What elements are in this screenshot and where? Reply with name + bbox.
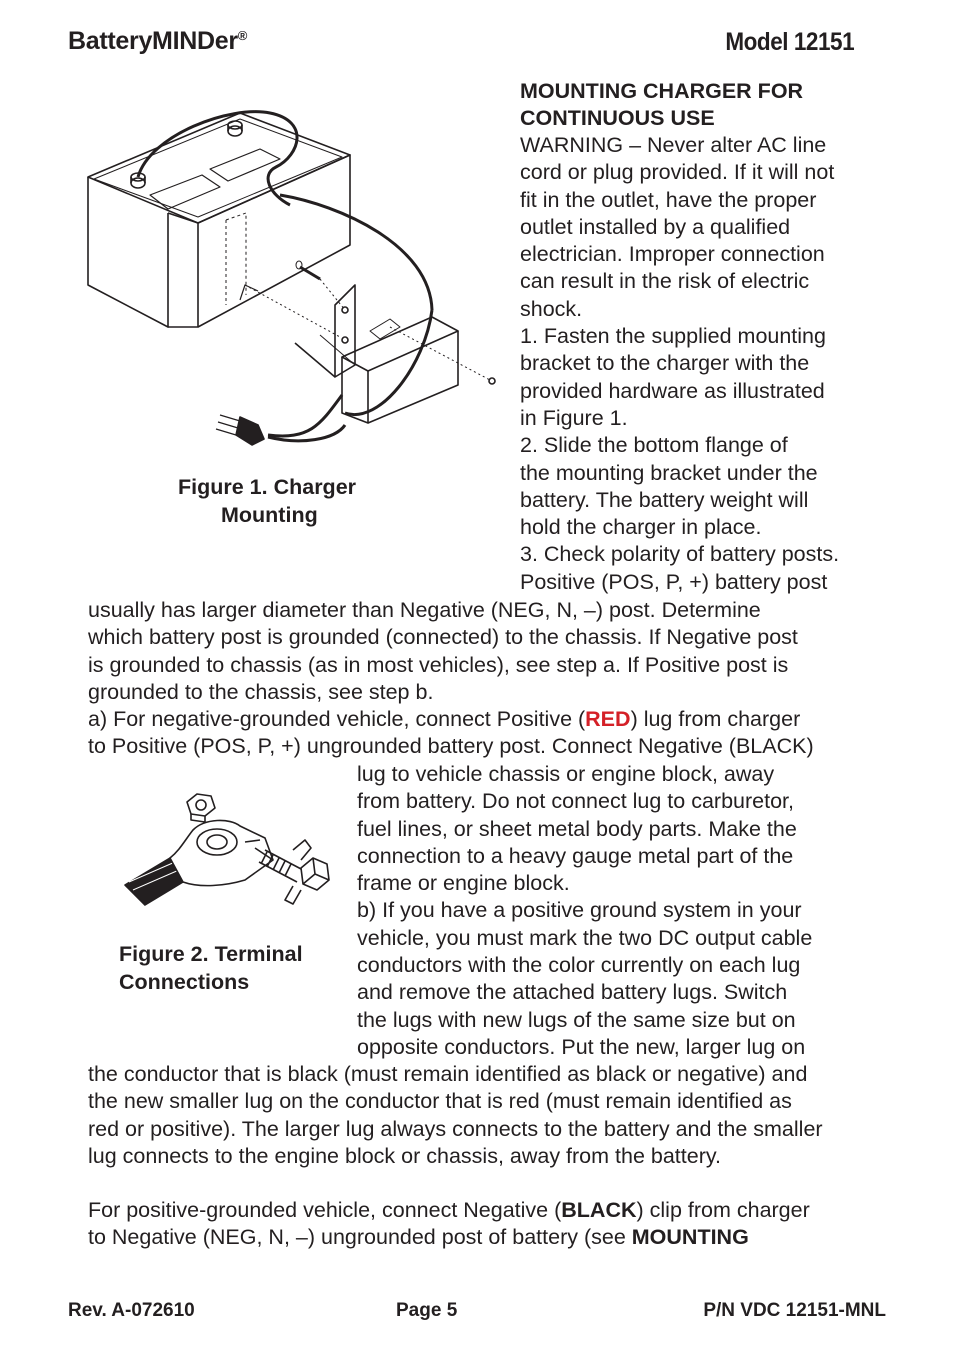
text-line: 2. Slide the bottom flange of [520, 433, 788, 458]
text-line: the mounting bracket under the [520, 460, 818, 485]
text-line: conductors with the color currently on each lug [357, 953, 801, 978]
figure2-illustration [125, 790, 335, 910]
model-number: Model 12151 [725, 28, 854, 56]
footer-part-number: P/N VDC 12151-MNL [703, 1300, 886, 1321]
text-line: bracket to the charger with the [520, 351, 810, 376]
text-line: the conductor that is black (must remain identified as black or negative) and [88, 1062, 808, 1086]
full-width-text-2 [88, 1061, 823, 1170]
text-line: WARNING – Never alter AC line [520, 133, 827, 157]
step-a-line: a) For negative-grounded vehicle, connect Positive (RED) lug from charger [88, 707, 801, 732]
text-line: usually has larger diameter than Negative (NEG, N, –) post. Determine [88, 598, 761, 622]
text-line: 3. Check polarity of battery posts. [520, 542, 840, 567]
text-line: shock. [520, 296, 583, 321]
text-line: b) If you have a positive ground system in your [357, 898, 802, 923]
text-line: cord or plug provided. If it will not [520, 160, 835, 185]
text-line: to Negative (NEG, N, –) ungrounded post of battery (see MOUNTING [88, 1225, 749, 1250]
text-line: electrician. Improper connection [520, 242, 825, 267]
brand-logo: BatteryMINDer® [68, 27, 248, 55]
text-line: opposite conductors. Put the new, larger lug on [357, 1034, 806, 1059]
final-paragraph [88, 1197, 810, 1252]
black-keyword: BLACK [561, 1198, 637, 1222]
text-line: grounded to the chassis, see step b. [88, 679, 434, 704]
text-line: battery. The battery weight will [520, 487, 809, 512]
text-line: lug connects to the engine block or chassis, away from the battery. [88, 1143, 721, 1168]
text-line: 1. Fasten the supplied mounting [520, 324, 826, 349]
text-line: connection to a heavy gauge metal part of the [357, 843, 794, 868]
text-line: vehicle, you must mark the two DC output cable [357, 925, 813, 950]
text-line: the lugs with new lugs of the same size but on [357, 1007, 796, 1032]
text-line: lug to vehicle chassis or engine block, away [357, 762, 775, 786]
figure2-caption: Figure 2. Terminal Connections [119, 942, 303, 994]
footer-page-number: Page 5 [396, 1300, 458, 1321]
figure1-illustration [80, 95, 510, 455]
text-line: provided hardware as illustrated [520, 378, 825, 403]
text-line: is grounded to chassis (as in most vehicles), see step a. If Positive post is [88, 652, 789, 677]
text-line: hold the charger in place. [520, 515, 762, 540]
mounting-keyword: MOUNTING [631, 1225, 749, 1250]
text-line: fuel lines, or sheet metal body parts. Make the [357, 816, 797, 841]
text-line: can result in the risk of electric [520, 269, 810, 294]
text-line: in Figure 1. [520, 405, 628, 430]
text-line: fit in the outlet, have the proper [520, 187, 817, 212]
full-width-text-1 [88, 597, 814, 761]
text-line: and remove the attached battery lugs. Switch [357, 980, 788, 1005]
text-line: Positive (POS, P, +) battery post [520, 569, 828, 594]
red-keyword: RED [585, 707, 631, 732]
text-line: For positive-grounded vehicle, connect Negative (BLACK) clip from charger [88, 1198, 810, 1222]
mid-column-text [357, 761, 812, 1061]
text-line: outlet installed by a qualified [520, 214, 791, 239]
text-line: to Positive (POS, P, +) ungrounded battery post. Connect Negative (BLACK) [88, 734, 814, 759]
text-line: frame or engine block. [357, 871, 570, 896]
figure1-caption: Figure 1. Charger Mounting [178, 475, 357, 527]
text-line: red or positive). The larger lug always connects to the battery and the smaller [88, 1116, 823, 1141]
section-heading: MOUNTING CHARGER FOR CONTINUOUS USE [520, 79, 804, 131]
text-line: which battery post is grounded (connected) to the chassis. If Negative post [88, 625, 798, 650]
text-line: the new smaller lug on the conductor that is red (must remain identified as [88, 1089, 792, 1114]
text-line: from battery. Do not connect lug to carburetor, [357, 789, 794, 814]
right-column-text [520, 132, 839, 596]
footer-revision: Rev. A-072610 [68, 1300, 195, 1321]
